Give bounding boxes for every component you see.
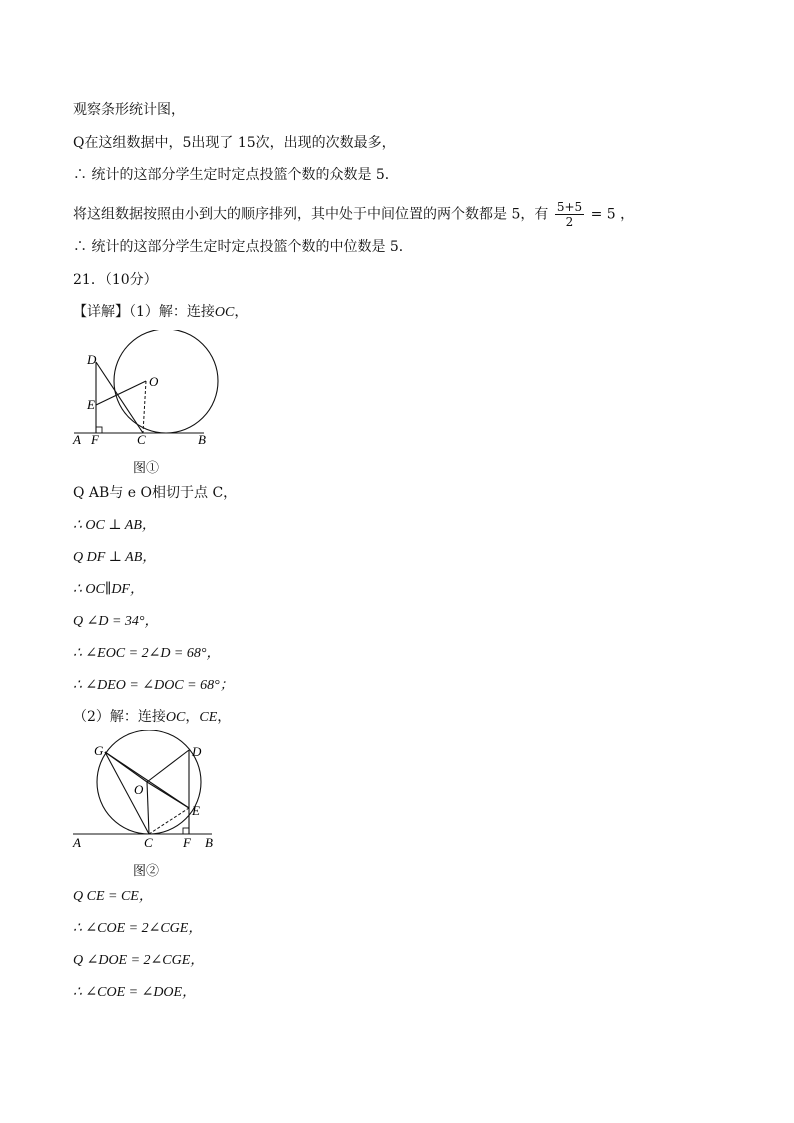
text-line (73, 887, 153, 906)
label-b: B (198, 432, 206, 447)
segment-ge (105, 752, 189, 808)
text-line (73, 919, 202, 938)
circle-o (114, 330, 218, 433)
text-line (73, 303, 248, 322)
stmt-angle-deo: ∴ ∠DEO = ∠DOC = 68°； (73, 678, 234, 693)
text-line (73, 134, 396, 152)
label-d: D (192, 744, 202, 759)
punct: ， (185, 709, 200, 725)
label-c: C (144, 835, 153, 850)
figure-2-caption: 图② (133, 864, 160, 879)
segment-dc (96, 362, 143, 433)
segment-od (147, 750, 189, 782)
text-five-appears: Q在这组数据中，5出现了 15次，出现的次数最多， (73, 135, 396, 151)
text-line (73, 200, 634, 229)
math-oc: OC (165, 710, 186, 725)
text-line (73, 580, 144, 599)
text-line (73, 983, 196, 1002)
text-line (73, 644, 220, 663)
label-f: F (183, 835, 191, 850)
segment-eo (96, 381, 146, 405)
label-a: A (73, 432, 81, 447)
stmt-arc-ce: Q CE = CE， (73, 889, 153, 904)
label-f: F (91, 432, 99, 447)
label-o: O (134, 782, 144, 797)
circle-o (97, 730, 201, 834)
punct: ， (234, 304, 249, 320)
label-b: B (205, 835, 213, 850)
segment-oc-dashed (143, 381, 146, 433)
text-mode: ∴ 统计的这部分学生定时定点投篮个数的众数是 5． (73, 167, 399, 183)
stmt-tangent: Q AB与 e O相切于点 C， (73, 485, 238, 501)
text-line (73, 708, 231, 727)
text-order-data: 将这组数据按照由小到大的顺序排列，其中处于中间位置的两个数都是 5，有 (73, 206, 549, 223)
text-line (73, 676, 234, 695)
stmt-df-perp-ab: Q DF ⊥ AB， (73, 550, 157, 565)
text-line (73, 612, 159, 631)
stmt-angle-eoc: ∴ ∠EOC = 2∠D = 68°， (73, 646, 221, 661)
text-line (73, 516, 156, 535)
punct: ， (217, 709, 232, 725)
stmt-oc-perp-ab: ∴ OC ⊥ AB， (73, 518, 156, 533)
right-angle-mark (183, 828, 189, 834)
label-d: D (87, 352, 97, 367)
stmt-oc-parallel-df: ∴ OC∥DF， (73, 582, 144, 597)
stmt-angle-doe: Q ∠DOE = 2∠CGE， (73, 953, 205, 968)
label-o: O (149, 374, 159, 389)
stmt-angle-coe: ∴ ∠COE = 2∠CGE， (73, 921, 203, 936)
figure-2-diagram (70, 730, 230, 855)
label-a: A (73, 835, 81, 850)
text-line (73, 548, 156, 567)
fraction-denominator: 2 (565, 215, 574, 229)
label-g: G (94, 743, 104, 758)
stmt-coe-equals-doe: ∴ ∠COE = ∠DOE， (73, 985, 197, 1000)
figure-1-caption: 图① (133, 461, 160, 476)
math-ce: CE (199, 710, 218, 725)
stmt-angle-d: Q ∠D = 34°， (73, 614, 159, 629)
text-line (73, 484, 237, 502)
text-equals-five: = 5 ， (590, 206, 635, 223)
label-e: E (192, 803, 200, 818)
figure-1-diagram (70, 330, 230, 450)
segment-oc (147, 782, 149, 834)
question-number: 21．（10分） (73, 272, 158, 288)
label-c: C (137, 432, 146, 447)
text-line (73, 166, 399, 184)
text-median: ∴ 统计的这部分学生定时定点投篮个数的中位数是 5． (73, 239, 413, 255)
text-line (73, 238, 413, 256)
text-line (73, 271, 158, 289)
text-observe-chart: 观察条形统计图， (73, 102, 185, 118)
part-2-heading: （2）解：连接 (73, 709, 166, 725)
text-line (73, 101, 185, 119)
label-e: E (87, 397, 95, 412)
detail-heading: 【详解】（1）解：连接 (73, 304, 215, 320)
text-line (73, 951, 204, 970)
fraction-numerator: 5+5 (556, 200, 583, 214)
math-oc: OC (214, 305, 235, 320)
fraction (555, 200, 584, 229)
